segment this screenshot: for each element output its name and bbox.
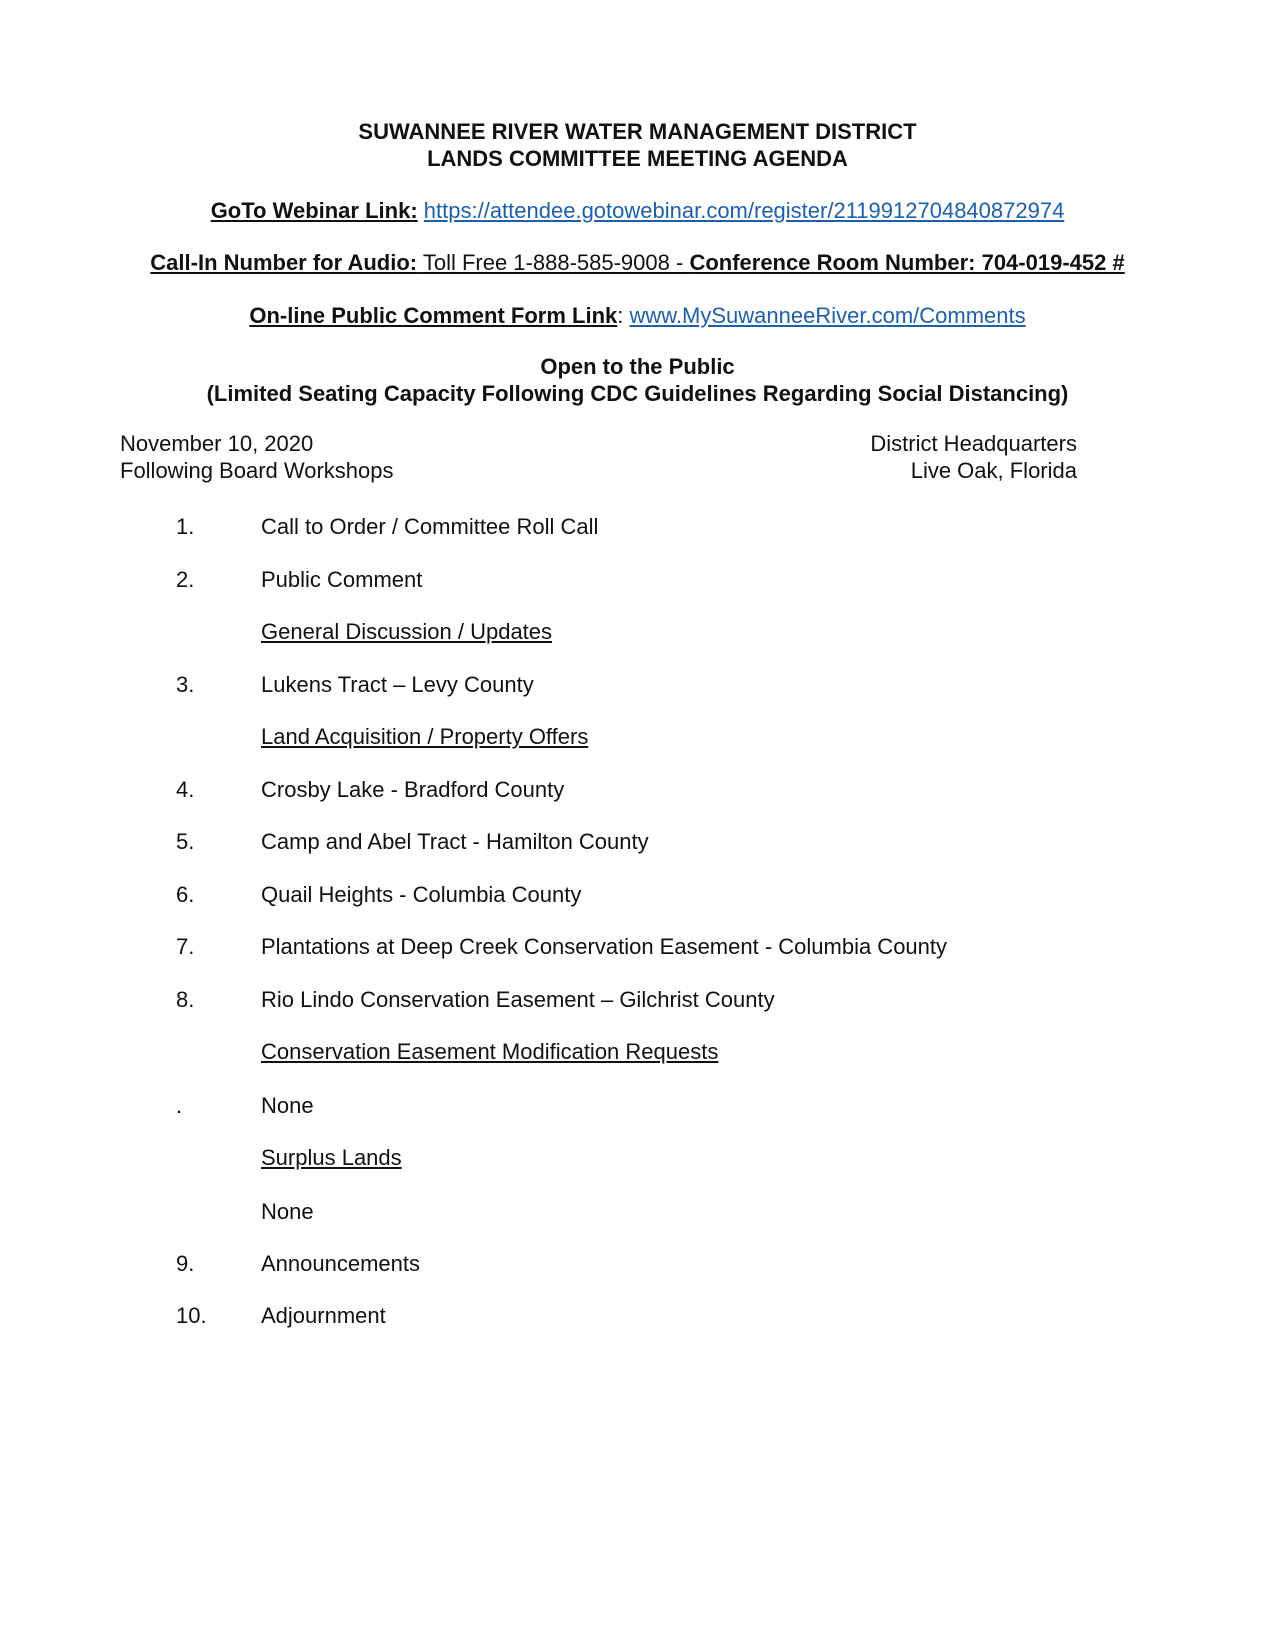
- agenda-item-text: None: [261, 1199, 314, 1224]
- agenda-item-text: Adjournment: [261, 1303, 386, 1328]
- agenda-item-number: 7.: [176, 934, 195, 959]
- agenda-item-text: Rio Lindo Conservation Easement – Gilchrist County: [261, 987, 775, 1012]
- meeting-date: November 10, 2020: [120, 431, 314, 456]
- agenda-item-number: 5.: [176, 829, 195, 854]
- agenda-item-text: Lukens Tract – Levy County: [261, 672, 534, 697]
- section-heading-text: Conservation Easement Modification Requests: [261, 1039, 719, 1064]
- agenda-item-text: None: [261, 1093, 314, 1118]
- agenda-section-heading: [0, 618, 1275, 646]
- comment-form-label: On-line Public Comment Form Link: [249, 303, 618, 328]
- agenda-item-number: 9.: [176, 1251, 195, 1276]
- agenda-item-number: .: [176, 1093, 183, 1118]
- agenda-item: [0, 881, 1275, 909]
- agenda-item-text: Call to Order / Committee Roll Call: [261, 514, 599, 539]
- agenda-item: [0, 986, 1275, 1014]
- meeting-city: Live Oak, Florida: [910, 458, 1077, 483]
- agenda-section-heading: [0, 1038, 1275, 1066]
- agenda-item-number: 4.: [176, 777, 195, 802]
- agenda-section-heading: [0, 1144, 1275, 1172]
- toll-free-number: Toll Free 1-888-585-9008 -: [417, 250, 690, 275]
- comment-form-separator: :: [617, 303, 630, 328]
- agenda-item: [0, 1092, 1275, 1120]
- open-to-public: Open to the Public: [540, 354, 735, 379]
- webinar-label: GoTo Webinar Link:: [210, 198, 418, 223]
- agenda-section-heading: [0, 723, 1275, 751]
- agenda-item-number: 6.: [176, 882, 195, 907]
- agenda-item-text: Camp and Abel Tract - Hamilton County: [261, 829, 649, 854]
- agenda-item: [0, 1250, 1275, 1278]
- conference-room-number: Conference Room Number: 704-019-452 #: [689, 250, 1125, 275]
- webinar-link[interactable]: https://attendee.gotowebinar.com/register/2119912704840872974: [423, 198, 1065, 223]
- agenda-item-text: Crosby Lake - Bradford County: [261, 777, 565, 802]
- agenda-item: [0, 1302, 1275, 1330]
- section-heading-text: General Discussion / Updates: [261, 619, 553, 644]
- agenda-item-number: 10.: [176, 1303, 207, 1328]
- agenda-item: [0, 513, 1275, 541]
- agenda-item: [0, 671, 1275, 699]
- agenda-item: [0, 1198, 1275, 1226]
- meeting-time: Following Board Workshops: [120, 458, 394, 483]
- agenda-item-number: 2.: [176, 567, 195, 592]
- call-in-line: [0, 249, 1275, 276]
- agenda-item-number: 3.: [176, 672, 195, 697]
- call-in-label: Call-In Number for Audio:: [150, 250, 418, 275]
- seating-notice: (Limited Seating Capacity Following CDC Guidelines Regarding Social Distancing): [206, 381, 1069, 406]
- section-heading-text: Land Acquisition / Property Offers: [261, 724, 589, 749]
- page-title: LANDS COMMITTEE MEETING AGENDA: [427, 146, 848, 171]
- agenda-item: [0, 566, 1275, 594]
- agenda-item-text: Quail Heights - Columbia County: [261, 882, 582, 907]
- comment-form-line: [0, 302, 1275, 329]
- agenda-item: [0, 933, 1275, 961]
- comment-form-link[interactable]: www.MySuwanneeRiver.com/Comments: [629, 303, 1026, 328]
- agenda-item-text: Plantations at Deep Creek Conservation Easement - Columbia County: [261, 934, 948, 959]
- agenda-item-text: Public Comment: [261, 567, 423, 592]
- meeting-where: [870, 430, 1077, 484]
- org-name: SUWANNEE RIVER WATER MANAGEMENT DISTRICT: [358, 119, 917, 144]
- agenda-item-text: Announcements: [261, 1251, 420, 1276]
- section-heading-text: Surplus Lands: [261, 1145, 402, 1170]
- agenda-item-number: 1.: [176, 514, 195, 539]
- webinar-line: [0, 197, 1275, 224]
- agenda-item-number: 8.: [176, 987, 195, 1012]
- meeting-when: [120, 430, 394, 484]
- meeting-location: District Headquarters: [870, 431, 1077, 456]
- agenda-item: [0, 828, 1275, 856]
- agenda-item: [0, 776, 1275, 804]
